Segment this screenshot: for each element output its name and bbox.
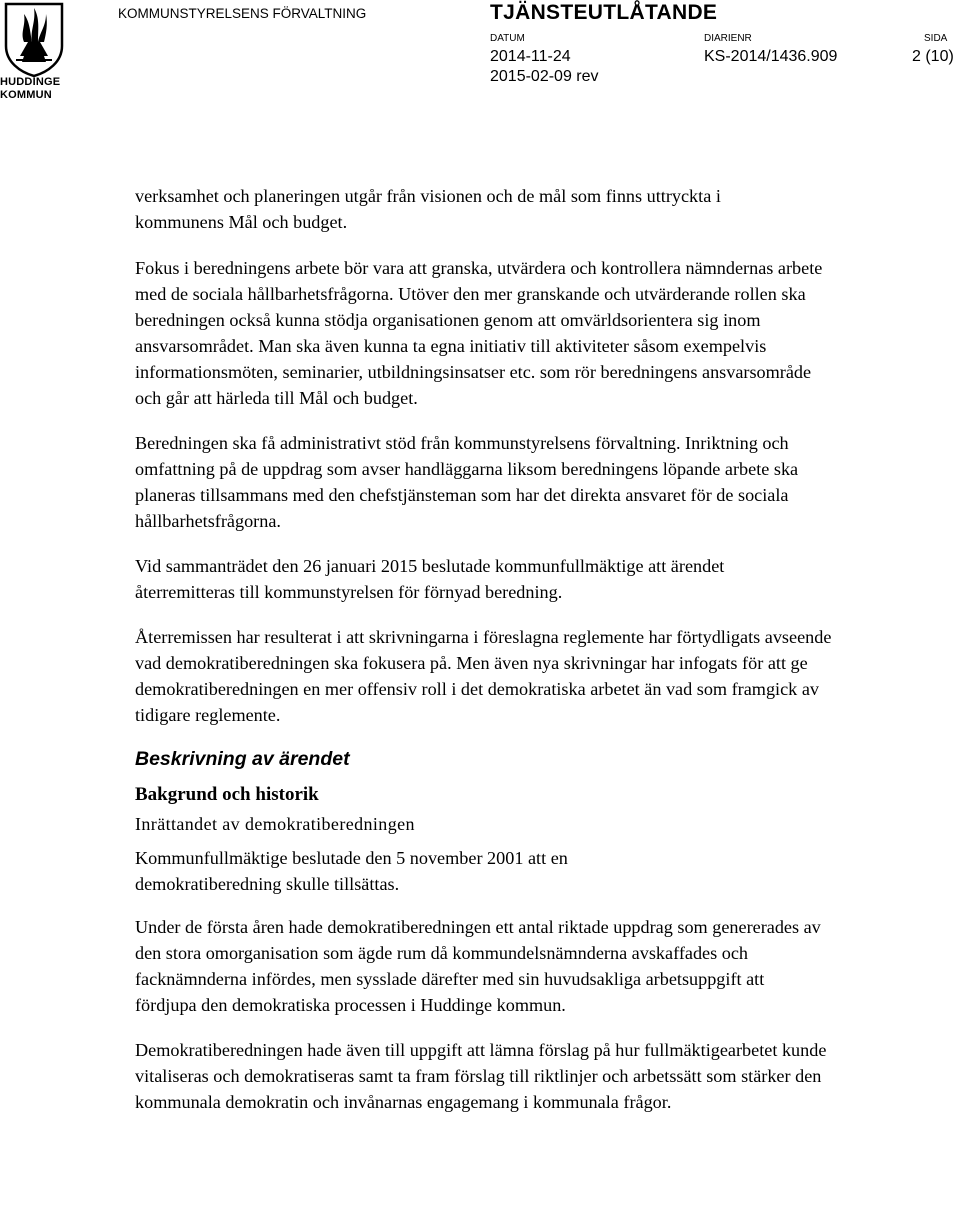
logo-text-line2: KOMMUN bbox=[0, 89, 52, 101]
diarienr-label: DIARIENR bbox=[704, 33, 752, 44]
paragraph-8: Demokratiberedningen hade även till uppgift att lämna förslag på hur fullmäktigearbetet kunde vitaliseras och demokratiseras samt ta fram förslag till riktlinjer och arbetssätt som stärker den kommunala demokratin och invånarnas engagemang i kommunala frågor. bbox=[135, 1040, 827, 1112]
datum-label: DATUM bbox=[490, 33, 525, 44]
sida-label: SIDA bbox=[924, 33, 948, 44]
datum-value: 2014-11-24 bbox=[490, 48, 571, 65]
datum-revision: 2015-02-09 rev bbox=[490, 68, 599, 85]
subsection-heading: Bakgrund och historik bbox=[135, 784, 319, 805]
document-type: TJÄNSTEUTLÅTANDE bbox=[490, 1, 718, 24]
paragraph-5: Återremissen har resulterat i att skrivningarna i föreslagna reglemente har förtydligats avseende vad demokratiberedningen ska fokusera på. Men även nya skrivningar har infogats för att ge demokratiberedningen en mer offensiv roll i det demokratiska arbetet än vad som framgick av tidigare reglemente. bbox=[135, 627, 832, 725]
diarienr-value: KS-2014/1436.909 bbox=[704, 48, 838, 65]
coat-of-arms-icon bbox=[2, 2, 66, 78]
paragraph-2: Fokus i beredningens arbete bör vara att granska, utvärdera och kontrollera nämndernas arbete med de sociala hållbarhetsfrågorna. Utöver den mer granskande och utvärderande rollen ska beredningen också kunna stödja organisationen genom att omvärldsorientera sig inom ansvarsområdet. Man ska även kunna ta egna initiativ till aktiviteter såsom exempelvis informationsmöten, seminarier, utbildningsinsatser etc. som rör beredningens ansvarsområde och går att härleda till Mål och budget. bbox=[135, 258, 823, 408]
paragraph-6: Kommunfullmäktige beslutade den 5 november 2001 att en demokratiberedning skulle tillsättas. bbox=[135, 848, 568, 894]
paragraph-1: verksamhet och planeringen utgår från visionen och de mål som finns uttryckta i kommunens Mål och budget. bbox=[135, 186, 721, 232]
document-body bbox=[135, 183, 835, 1115]
organization-name: KOMMUNSTYRELSENS FÖRVALTNING bbox=[118, 6, 367, 21]
paragraph-3: Beredningen ska få administrativt stöd från kommunstyrelsens förvaltning. Inriktning och omfattning på de uppdrag som avser handläggarna liksom beredningens löpande arbete ska planeras tillsammans med den chefstjänsteman som har det direkta ansvaret för de sociala hållbarhetsfrågorna. bbox=[135, 433, 799, 531]
paragraph-7: Under de första åren hade demokratiberedningen ett antal riktade uppdrag som genererades av den stora omorganisation som ägde rum då kommundelsnämnderna avskaffades och facknämnderna infördes, men sysslade därefter med sin huvudsakliga arbetsuppgift att fördjupa den demokratiska processen i Huddinge kommun. bbox=[135, 917, 821, 1015]
logo-text-line1: HUDDINGE bbox=[0, 76, 61, 88]
subsubsection-heading: Inrättandet av demokratiberedningen bbox=[135, 814, 415, 834]
logo-text bbox=[0, 76, 70, 102]
paragraph-4: Vid sammanträdet den 26 januari 2015 beslutade kommunfullmäktige att ärendet återremitteras till kommunstyrelsen för förnyad beredning. bbox=[135, 556, 725, 602]
section-heading: Beskrivning av ärendet bbox=[135, 748, 350, 770]
page-number: 2 (10) bbox=[912, 48, 954, 65]
